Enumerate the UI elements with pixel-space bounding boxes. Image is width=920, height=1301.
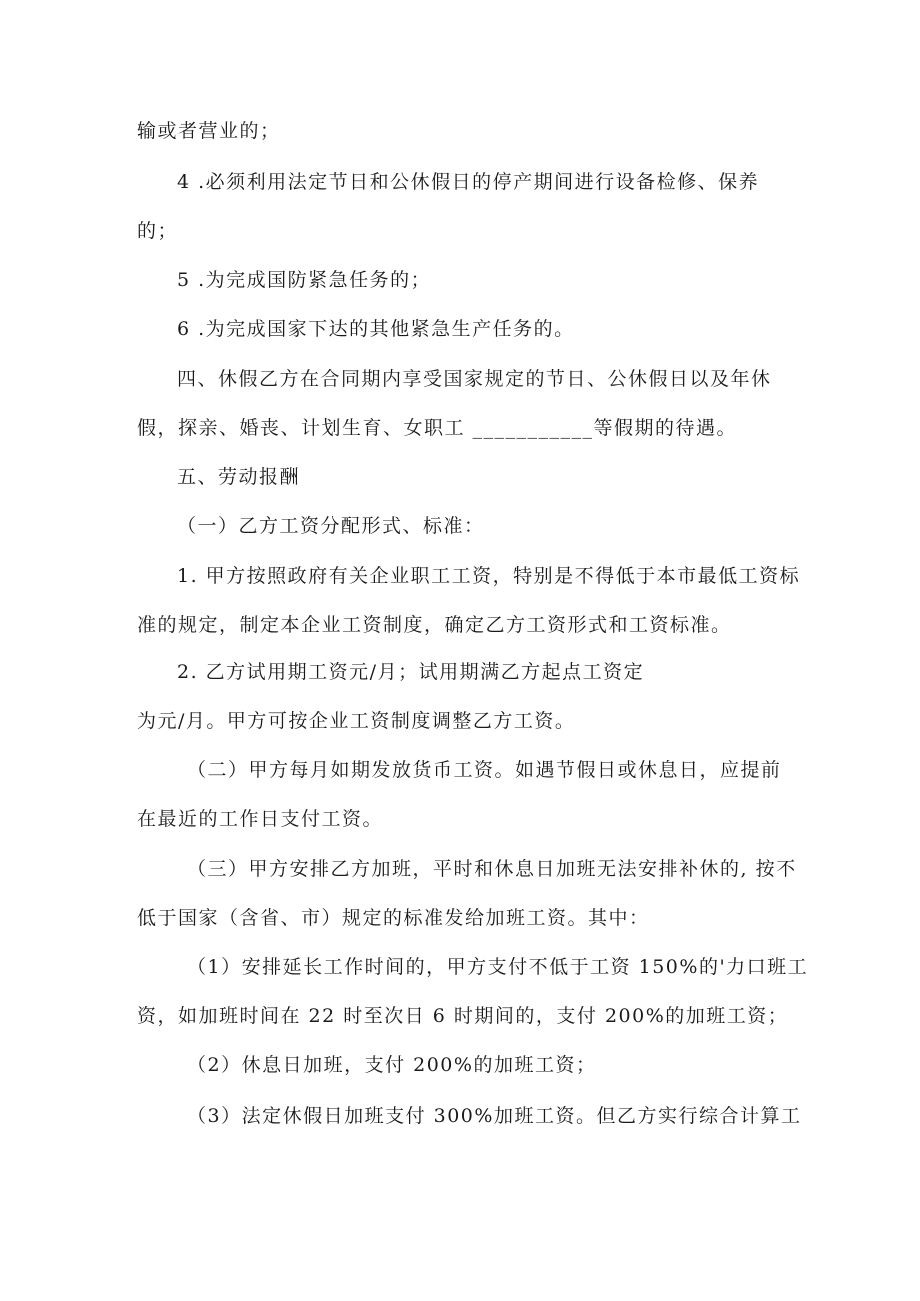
text-line-11: 准的规定，制定本企业工资制度，确定乙方工资形式和工资标准。 (137, 614, 732, 636)
text-line-12: 2. 乙方试用期工资元/月；试用期满乙方起点工资定 (177, 661, 645, 683)
text-line-16: （三）甲方安排乙方加班，平时和休息日加班无法安排补休的, 按不 (187, 858, 797, 880)
text-line-6: 四、休假乙方在合同期内享受国家规定的节日、公休假日以及年休 (177, 368, 772, 390)
text-line-18: （1）安排延长工作时间的，甲方支付不低于工资 150%的'力口班工 (187, 956, 809, 978)
text-line-14: （二）甲方每月如期发放货币工资。如遇节假日或休息日，应提前 (187, 759, 782, 781)
text-line-15: 在最近的工作日支付工资。 (137, 808, 384, 830)
text-line-9: （一）乙方工资分配形式、标准： (177, 515, 485, 537)
text-line-10: 1. 甲方按照政府有关企业职工工资，特别是不得低于本市最低工资标 (177, 565, 801, 587)
text-line-20: （2）休息日加班，支付 200%的加班工资； (187, 1054, 597, 1076)
text-line-21: （3）法定休假日加班支付 300%加班工资。但乙方实行综合计算工 (187, 1105, 802, 1127)
text-line-2: 4 .必须利用法定节日和公休假日的停产期间进行设备检修、保养 (177, 171, 760, 193)
text-line-8: 五、劳动报酬 (177, 466, 301, 488)
text-line-7: 假，探亲、婚丧、计划生育、女职工 ___________等假期的待遇。 (137, 417, 738, 439)
text-line-1: 输或者营业的； (137, 120, 281, 142)
text-line-5: 6 .为完成国家下达的其他紧急生产任务的。 (177, 318, 575, 340)
text-line-17: 低于国家（含省、市）规定的标准发给加班工资。其中： (137, 907, 650, 929)
text-line-19: 资，如加班时间在 22 时至次日 6 时期间的，支付 200%的加班工资； (137, 1005, 789, 1027)
text-line-4: 5 .为完成国防紧急任务的； (177, 269, 432, 291)
text-line-3: 的； (137, 220, 179, 242)
text-line-13: 为元/月。甲方可按企业工资制度调整乙方工资。 (137, 710, 576, 732)
